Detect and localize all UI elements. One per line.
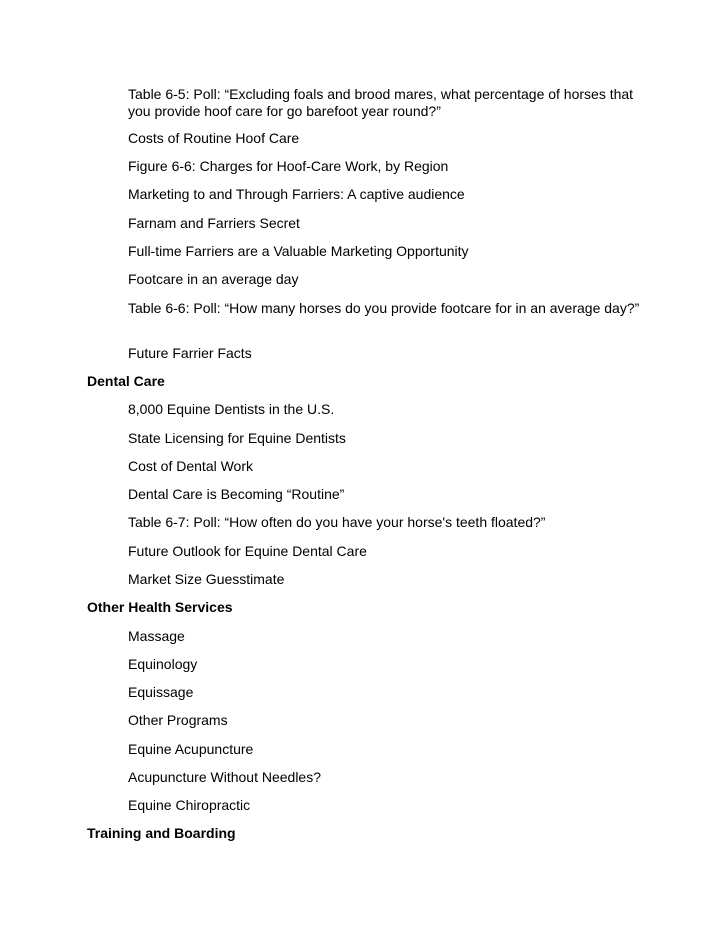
section-heading-dental-care: Dental Care (87, 373, 165, 389)
toc-entry-marketing-farriers: Marketing to and Through Farriers: A captive audience (128, 186, 465, 202)
toc-entry-table-6-5: Table 6-5: Poll: “Excluding foals and brood mares, what percentage of horses that you provide hoof care for go barefoot year round?” (128, 86, 634, 119)
toc-entry-acupuncture-without-needles: Acupuncture Without Needles? (128, 769, 321, 785)
section-heading-other-health-services: Other Health Services (87, 599, 233, 615)
toc-entry-future-outlook-dental: Future Outlook for Equine Dental Care (128, 543, 367, 559)
toc-entry-market-size-guesstimate: Market Size Guesstimate (128, 571, 285, 587)
section-heading-training-boarding: Training and Boarding (87, 825, 236, 841)
toc-entry-other-programs: Other Programs (128, 712, 228, 728)
toc-entry-equine-dentists: 8,000 Equine Dentists in the U.S. (128, 401, 335, 417)
toc-entry-massage: Massage (128, 628, 185, 644)
toc-entry-dental-care-routine: Dental Care is Becoming “Routine” (128, 486, 345, 502)
toc-entry-footcare-average-day: Footcare in an average day (128, 271, 299, 287)
toc-entry-equine-acupuncture: Equine Acupuncture (128, 741, 254, 757)
toc-entry-equine-chiropractic: Equine Chiropractic (128, 797, 251, 813)
toc-entry-table-6-7: Table 6-7: Poll: “How often do you have your horse's teeth floated?” (128, 514, 546, 530)
toc-entry-cost-dental-work: Cost of Dental Work (128, 458, 254, 474)
toc-entry-figure-6-6: Figure 6-6: Charges for Hoof-Care Work, by Region (128, 158, 449, 174)
toc-entry-equinology: Equinology (128, 656, 198, 672)
toc-entry-full-time-farriers: Full-time Farriers are a Valuable Marketing Opportunity (128, 243, 469, 259)
toc-entry-costs-routine-hoof-care: Costs of Routine Hoof Care (128, 130, 300, 146)
toc-entry-equissage: Equissage (128, 684, 194, 700)
toc-entry-table-6-6: Table 6-6: Poll: “How many horses do you provide footcare for in an average day?” (128, 300, 640, 316)
toc-entry-farnam-farriers-secret: Farnam and Farriers Secret (128, 215, 300, 231)
toc-entry-state-licensing: State Licensing for Equine Dentists (128, 430, 346, 446)
toc-entry-future-farrier-facts: Future Farrier Facts (128, 345, 252, 361)
